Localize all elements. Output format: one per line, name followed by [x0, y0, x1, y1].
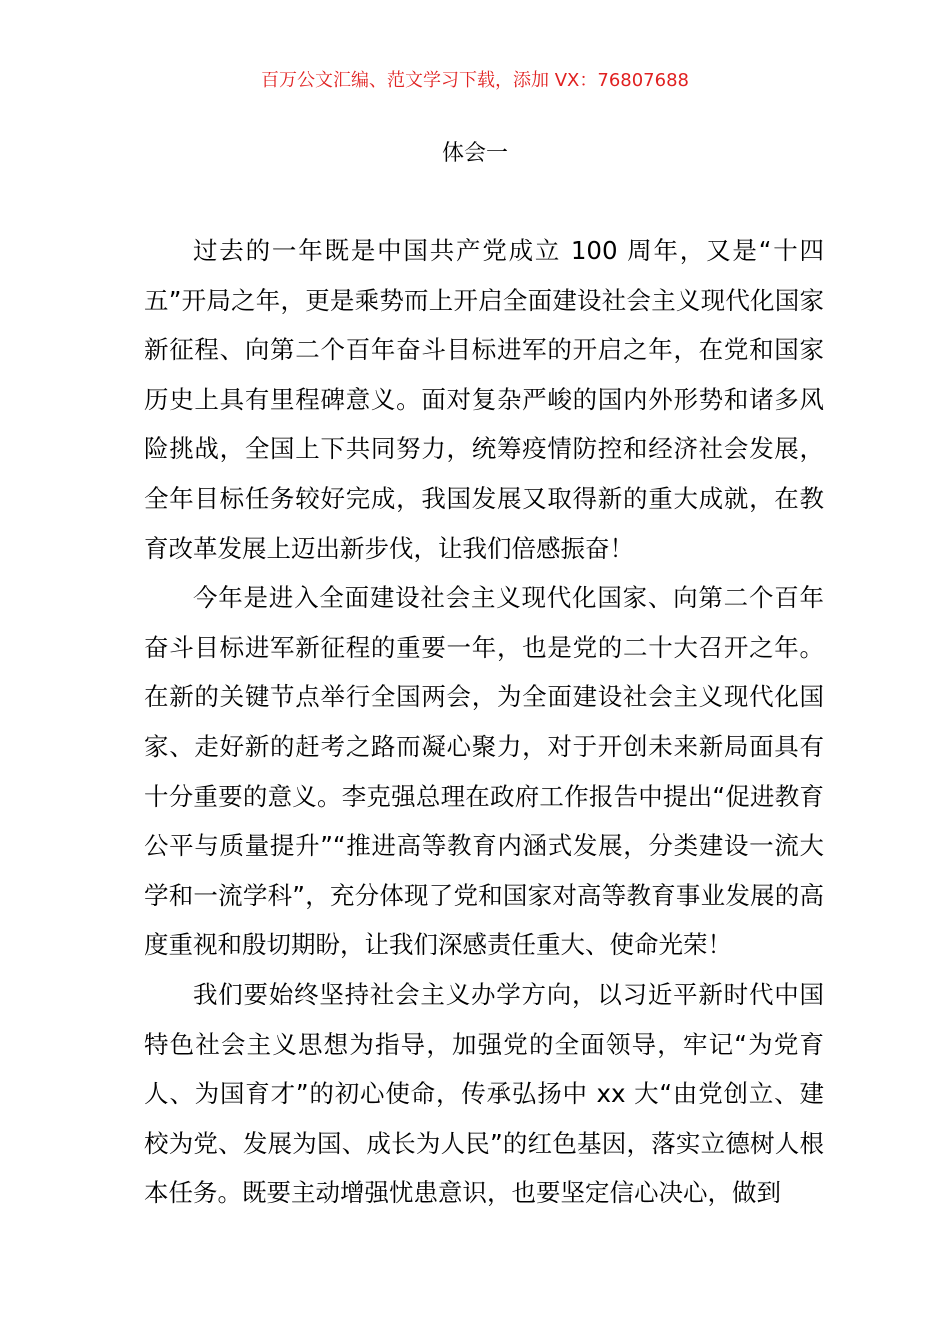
paragraph-1: 过去的一年既是中国共产党成立 100 周年，又是“十四五”开局之年，更是乘势而上开启全面建设社会主义现代化国家新征程、向第二个百年奋斗目标进军的开启之年，在党和国家历史上具有里程碑意义。面对复杂严峻的国内外形势和诸多风险挑战，全国上下共同努力，统筹疫情防控和经济社会发展，全年目标任务较好完成，我国发展又取得新的重大成就，在教育改革发展上迈出新步伐，让我们倍感振奋！: [144, 236, 824, 563]
paragraph-3: 我们要始终坚持社会主义办学方向，以习近平新时代中国特色社会主义思想为指导，加强党的全面领导，牢记“为党育人、为国育才”的初心使命，传承弘扬中 xx 大“由党创立、建校为党、发展为国、成长为人民”的红色基因，落实立德树人根本任务。既要主动增强忧患意识，也要坚定信心决心，做到: [144, 979, 824, 1208]
document-title: 体会一: [441, 141, 508, 166]
document-body: [144, 226, 824, 1218]
header-watermark-note: 百万公文汇编、范文学习下载，添加 VX：76807688: [261, 70, 689, 91]
paragraph-2: 今年是进入全面建设社会主义现代化国家、向第二个百年奋斗目标进军新征程的重要一年，也是党的二十大召开之年。在新的关键节点举行全国两会，为全面建设社会主义现代化国家、走好新的赶考之路而凝心聚力，对于开创未来新局面具有十分重要的意义。李克强总理在政府工作报告中提出“促进教育公平与质量提升”“推进高等教育内涵式发展，分类建设一流大学和一流学科”，充分体现了党和国家对高等教育事业发展的高度重视和殷切期盼，让我们深感责任重大、使命光荣！: [144, 583, 824, 960]
